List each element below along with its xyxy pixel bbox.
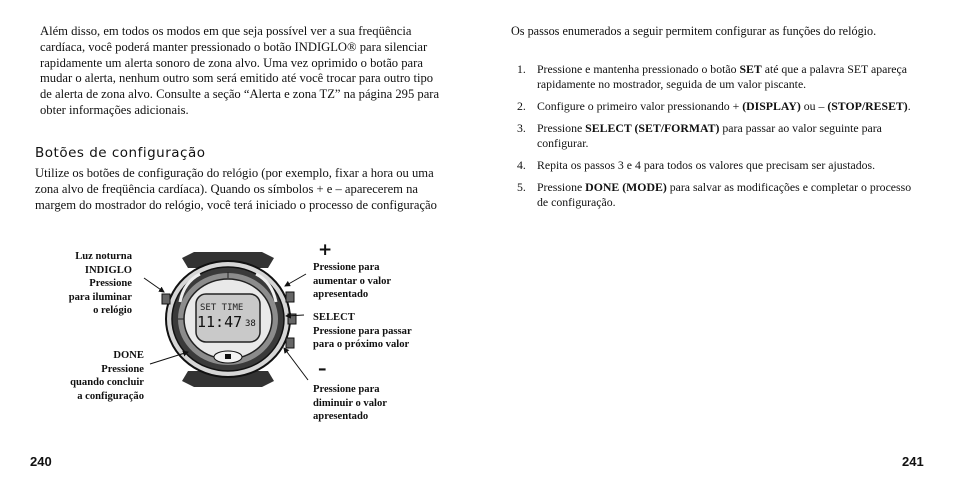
arrow-select: [286, 315, 304, 316]
watch-diagram: [40, 240, 460, 435]
arrow-plus: [285, 274, 306, 286]
page-number-right: 241: [902, 454, 924, 469]
right-intro-paragraph: Os passos enumerados a seguir permitem configurar as funções do relógio.: [511, 24, 877, 38]
plus-symbol: +: [318, 240, 333, 260]
pointer-arrows: [40, 240, 460, 435]
step-item: 1. Pressione e mantenha pressionado o botão SET até que a palavra SET apareça rapidamente no mostrador, seguida de um valor piscante.: [517, 62, 907, 91]
label-indiglo-light: Luz noturna INDIGLO Pressione para iluminar o relógio: [68, 251, 132, 317]
step-item: 4. Repita os passos 3 e 4 para todos os valores que precisam ser ajustados.: [517, 158, 876, 172]
label-select: SELECT Pressione para passar para o próximo valor: [313, 312, 412, 351]
display-set-time: SET TIME: [200, 303, 244, 313]
step-item: 2. Configure o primeiro valor pressionando + (DISPLAY) ou – (STOP/RESET).: [517, 99, 911, 113]
body-paragraph: Utilize os botões de configuração do relógio (por exemplo, fixar a hora ou uma zona alvo de freqüência cardíaca). Quando os símbolos + e – aparecerem na margem do mostrador do relógio, você terá iniciado o processo de configuração: [35, 166, 437, 212]
label-minus: Pressione para diminuir o valor apresentado: [313, 384, 387, 423]
label-plus: Pressione para aumentar o valor apresentado: [313, 262, 392, 301]
section-heading: Botões de configuração: [35, 145, 206, 161]
steps-list: [517, 62, 917, 217]
label-done: DONE Pressione quando concluir a configuração: [70, 350, 144, 402]
minus-symbol: –: [318, 359, 327, 379]
page-number-left: 240: [30, 454, 52, 469]
display-time: 11:47: [197, 313, 243, 331]
display-seconds: 38: [245, 319, 256, 329]
intro-paragraph: Além disso, em todos os modos em que seja possível ver a sua freqüência cardíaca, você poderá manter pressionado o botão INDIGLO® para silenciar rapidamente um alerta sonoro de zona alvo. Uma vez oprimido o botão para mudar o alerta, nenhum outro som será emitido até você trocar para outro tipo de alerta de zona alvo. Consulte a seção “Alerta e zona TZ” na página 295 para obter informações adicionais.: [40, 24, 440, 117]
arrow-indiglo: [144, 278, 164, 292]
arrow-done: [150, 352, 188, 364]
step-item: 3. Pressione SELECT (SET/FORMAT) para passar ao valor seguinte para configurar.: [517, 121, 882, 150]
step-item: 5. Pressione DONE (MODE) para salvar as modificações e completar o processo de configuração.: [517, 180, 912, 209]
arrow-minus: [284, 348, 308, 380]
